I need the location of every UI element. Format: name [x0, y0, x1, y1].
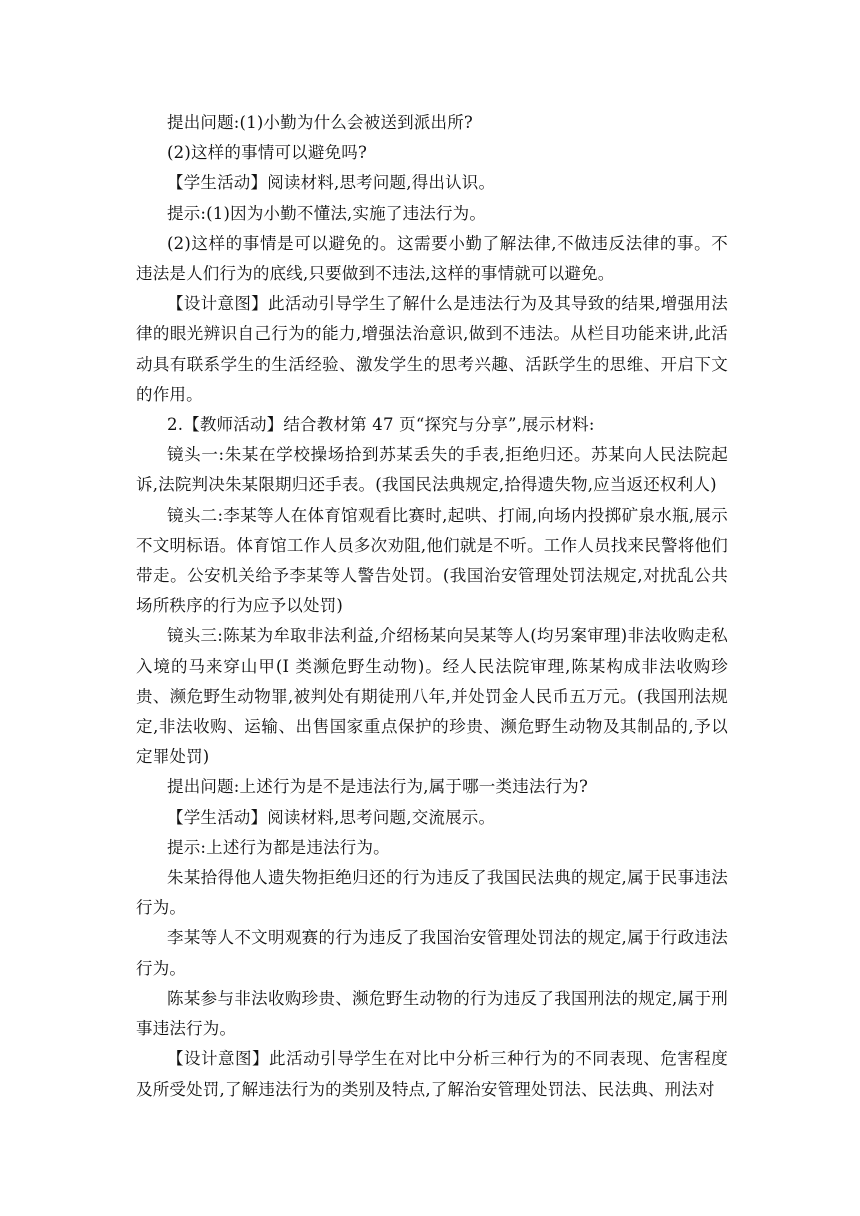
paragraph-hint-3: 提示:上述行为都是违法行为。: [167, 837, 390, 857]
paragraph-design-intent-2: 【设计意图】此活动引导学生在对比中分析三种行为的不同表现、危害程度及所受处罚,了解违法行为的类别及特点,了解治安管理处罚法、民法典、刑法对: [136, 1049, 728, 1099]
paragraph-student-activity-2: 【学生活动】阅读材料,思考问题,交流展示。: [167, 807, 496, 827]
paragraph-student-activity-1: 【学生活动】阅读材料,思考问题,得出认识。: [167, 173, 496, 193]
paragraph-scene-3: 镜头三:陈某为牟取非法利益,介绍杨某向吴某等人(均另案审理)非法收购走私入境的马来穿山甲(I 类濒危野生动物)。经人民法院审理,陈某构成非法收购珍贵、濒危野生动物罪,被判处有期徒刑八年,并处罚金人民币五万元。(我国刑法规定,非法收购、运输、出售国家重点保护的珍贵、濒危野生动物及其制品的,予以定罪处罚): [136, 626, 728, 767]
paragraph-criminal-violation: 陈某参与非法收购珍贵、濒危野生动物的行为违反了我国刑法的规定,属于刑事违法行为。: [136, 988, 728, 1039]
paragraph-question-3: 提出问题:上述行为是不是违法行为,属于哪一类违法行为?: [167, 777, 589, 797]
document-body: [136, 108, 728, 1105]
paragraph-scene-2: 镜头二:李某等人在体育馆观看比赛时,起哄、打闹,向场内投掷矿泉水瓶,展示不文明标语。体育馆工作人员多次劝阻,他们就是不听。工作人员找来民警将他们带走。公安机关给予李某等人警告处罚。(我国治安管理处罚法规定,对扰乱公共场所秩序的行为应予以处罚): [136, 505, 728, 616]
paragraph-scene-1: 镜头一:朱某在学校操场拾到苏某丢失的手表,拒绝归还。苏某向人民法院起诉,法院判决朱某限期归还手表。(我国民法典规定,拾得遗失物,应当返还权利人): [136, 445, 728, 495]
paragraph-hint-1: 提示:(1)因为小勤不懂法,实施了违法行为。: [167, 203, 487, 223]
paragraph-question-1: 提出问题:(1)小勤为什么会被送到派出所?: [167, 113, 473, 132]
paragraph-civil-violation: 朱某拾得他人遗失物拒绝归还的行为违反了我国民法典的规定,属于民事违法行为。: [136, 868, 728, 918]
paragraph-design-intent-1: 【设计意图】此活动引导学生了解什么是违法行为及其导致的结果,增强用法律的眼光辨识自己行为的能力,增强法治意识,做到不违法。从栏目功能来讲,此活动具有联系学生的生活经验、激发学生的思考兴趣、活跃学生的思维、开启下文的作用。: [136, 294, 728, 404]
paragraph-question-2: (2)这样的事情可以避免吗?: [167, 143, 368, 163]
paragraph-hint-2: (2)这样的事情是可以避免的。这需要小勤了解法律,不做违反法律的事。不违法是人们行为的底线,只要做到不违法,这样的事情就可以避免。: [136, 233, 728, 284]
paragraph-administrative-violation: 李某等人不文明观赛的行为违反了我国治安管理处罚法的规定,属于行政违法行为。: [136, 928, 728, 978]
paragraph-teacher-activity-2: 2.【教师活动】结合教材第 47 页“探究与分享”,展示材料:: [167, 415, 595, 435]
